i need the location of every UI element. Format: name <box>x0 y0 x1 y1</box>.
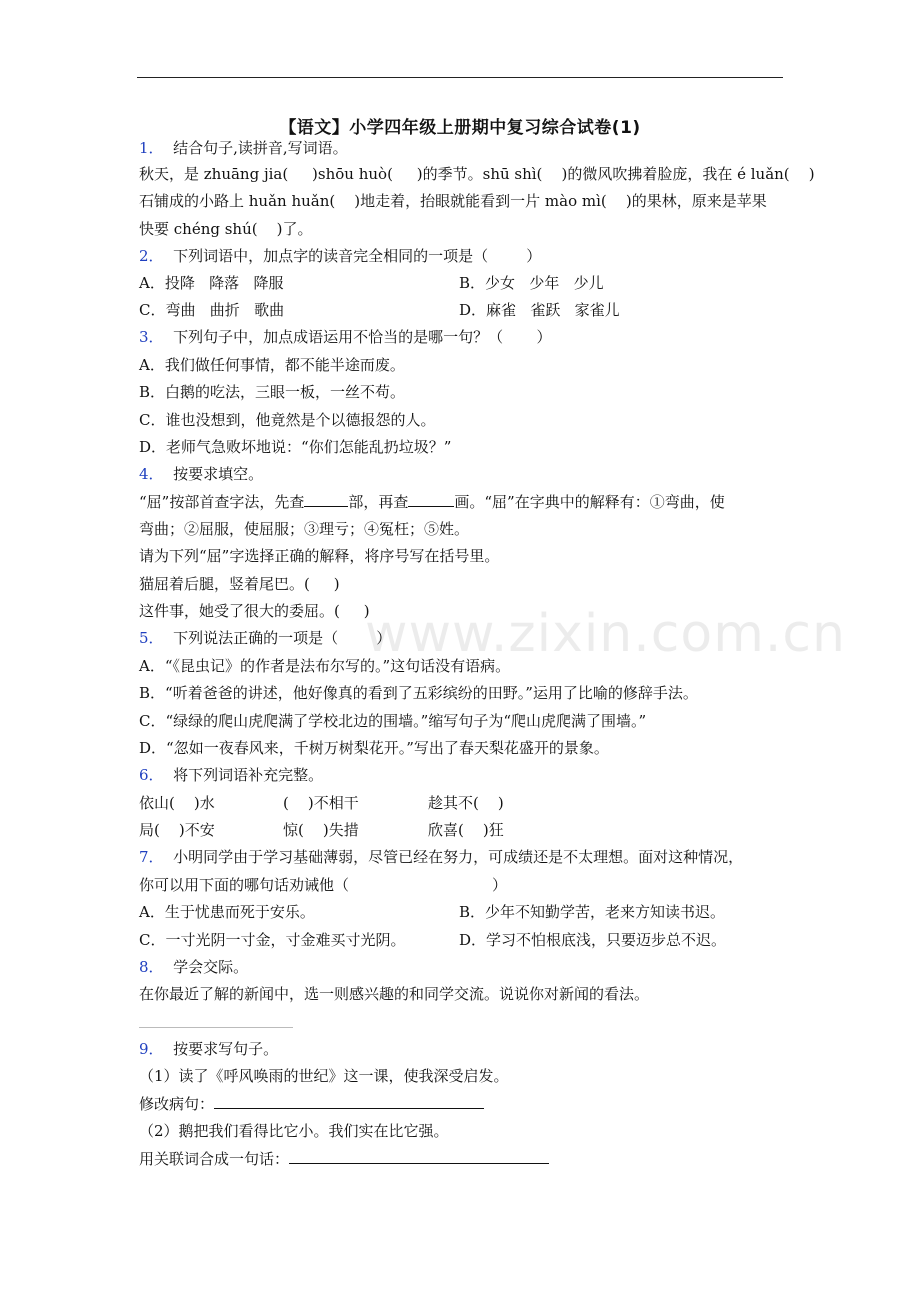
q2-option-d: D．麻雀 雀跃 家雀儿 <box>459 301 620 319</box>
q2-option-c: C．弯曲 曲折 歌曲 <box>139 301 285 319</box>
q5-option-b: B．“听着爸爸的讲述，他好像真的看到了五彩缤纷的田野。”运用了比喻的修辞手法。 <box>139 684 698 702</box>
watermark: www.zixin.com.cn <box>365 604 846 664</box>
q6-word-3: 趁其不( ) <box>428 794 504 812</box>
question-6 <box>139 765 323 785</box>
q1-line-1: 秋天，是 zhuāng jia( )shōu huò( )的季节。shū shì( )的微风吹拂着脸庞，我在 é luǎn( ) <box>139 165 815 183</box>
q6-word-6: 欣喜( )狂 <box>428 821 504 839</box>
q3-option-b: B．白鹅的吃法，三眼一板，一丝不苟。 <box>139 383 406 401</box>
q9-label-combine: 用关联词合成一句话： <box>139 1150 290 1168</box>
q3-option-a: A．我们做任何事情，都不能半途而废。 <box>139 356 405 374</box>
q9-line-1: （1）读了《呼风唤雨的世纪》这一课，使我深受启发。 <box>139 1067 509 1085</box>
q4-line-5: 这件事，她受了很大的委屈。( ) <box>139 602 370 620</box>
answer-blank[interactable] <box>304 492 348 507</box>
question-text: 下列词语中，加点字的读音完全相同的一项是（ ） <box>173 247 542 265</box>
question-number: 3． <box>139 328 164 346</box>
page-title: 【语文】小学四年级上册期中复习综合试卷(1) <box>279 118 641 138</box>
q3-option-c: C．谁也没想到，他竟然是个以德报怨的人。 <box>139 411 436 429</box>
question-text: 下列句子中，加点成语运用不恰当的是哪一句？（ ） <box>173 328 552 346</box>
question-number: 2． <box>139 247 164 265</box>
q9-line-4 <box>139 1149 549 1169</box>
question-number: 8． <box>139 958 164 976</box>
question-9 <box>139 1039 278 1059</box>
q1-line-2: 石铺成的小路上 huǎn huǎn( )地走着，抬眼就能看到一片 mào mì( )的果林，原来是苹果 <box>139 192 767 210</box>
q2-option-a: A．投降 降落 降服 <box>139 274 284 292</box>
question-4 <box>139 464 263 484</box>
q6-word-4: 局( )不安 <box>139 821 215 839</box>
question-text: 学会交际。 <box>173 958 249 976</box>
q7-option-d: D．学习不怕根底浅，只要迈步总不迟。 <box>459 931 727 949</box>
q4-line-3: 请为下列“屈”字选择正确的解释，将序号写在括号里。 <box>139 547 500 565</box>
q5-option-c: C．“绿绿的爬山虎爬满了学校北边的围墙。”缩写句子为“爬山虎爬满了围墙。” <box>139 712 647 730</box>
question-number: 4． <box>139 465 164 483</box>
question-number: 7． <box>139 848 164 866</box>
q7-option-a: A．生于忧患而死于安乐。 <box>139 903 315 921</box>
question-text: 按要求填空。 <box>173 465 264 483</box>
q7-option-b: B．少年不知勤学苦，老来方知读书迟。 <box>459 903 726 921</box>
q5-option-d: D．“忽如一夜春风来，千树万树梨花开。”写出了春天梨花盛开的景象。 <box>139 739 609 757</box>
q3-option-d: D．老师气急败坏地说：“你们怎能乱扔垃圾？” <box>139 438 452 456</box>
q4-line-2: 弯曲；②屈服，使屈服；③理亏；④冤枉；⑤姓。 <box>139 520 470 538</box>
question-text: 小明同学由于学习基础薄弱，尽管已经在努力，可成绩还是不太理想。面对这种情况， <box>173 848 744 866</box>
q4-text-b: 部，再查 <box>348 493 409 511</box>
answer-blank[interactable] <box>214 1094 484 1109</box>
q9-line-2 <box>139 1094 484 1114</box>
answer-separator <box>139 1027 293 1028</box>
q7-option-c: C．一寸光阴一寸金，寸金难买寸光阴。 <box>139 931 406 949</box>
question-number: 5． <box>139 629 164 647</box>
q4-text-c: 画。“屈”在字典中的解释有：①弯曲，使 <box>454 493 725 511</box>
q9-label-fix: 修改病句： <box>139 1095 215 1113</box>
q2-option-b: B．少女 少年 少儿 <box>459 274 604 292</box>
answer-blank[interactable] <box>408 492 454 507</box>
question-3 <box>139 327 551 347</box>
question-8 <box>139 957 248 977</box>
answer-blank[interactable] <box>289 1149 549 1164</box>
header-rule <box>137 77 783 78</box>
question-1 <box>139 138 348 158</box>
question-number: 9． <box>139 1040 164 1058</box>
q1-line-3: 快要 chéng shú( )了。 <box>139 220 313 238</box>
question-text: 将下列词语补充完整。 <box>173 766 324 784</box>
q5-option-a: A．“《昆虫记》的作者是法布尔写的。”这句话没有语病。 <box>139 657 511 675</box>
q8-line-1: 在你最近了解的新闻中，选一则感兴趣的和同学交流。说说你对新闻的看法。 <box>139 985 650 1003</box>
question-text: 按要求写句子。 <box>173 1040 279 1058</box>
q6-word-1: 依山( )水 <box>139 794 215 812</box>
question-text: 结合句子,读拼音,写词语。 <box>173 139 348 157</box>
question-7 <box>139 847 743 867</box>
q6-word-5: 惊( )失措 <box>283 821 359 839</box>
q4-line-1 <box>139 492 725 512</box>
question-number: 1． <box>139 139 164 157</box>
q4-text-a: “屈”按部首查字法，先查 <box>139 493 305 511</box>
q9-line-3: （2）鹅把我们看得比它小。我们实在比它强。 <box>139 1122 449 1140</box>
question-text: 下列说法正确的一项是（ ） <box>173 629 392 647</box>
q4-line-4: 猫屈着后腿，竖着尾巴。( ) <box>139 575 340 593</box>
question-number: 6． <box>139 766 164 784</box>
question-5 <box>139 628 391 648</box>
q6-word-2: ( )不相干 <box>283 794 359 812</box>
question-2 <box>139 246 541 266</box>
q7-line-2: 你可以用下面的哪句话劝诫他（ ） <box>139 876 508 894</box>
